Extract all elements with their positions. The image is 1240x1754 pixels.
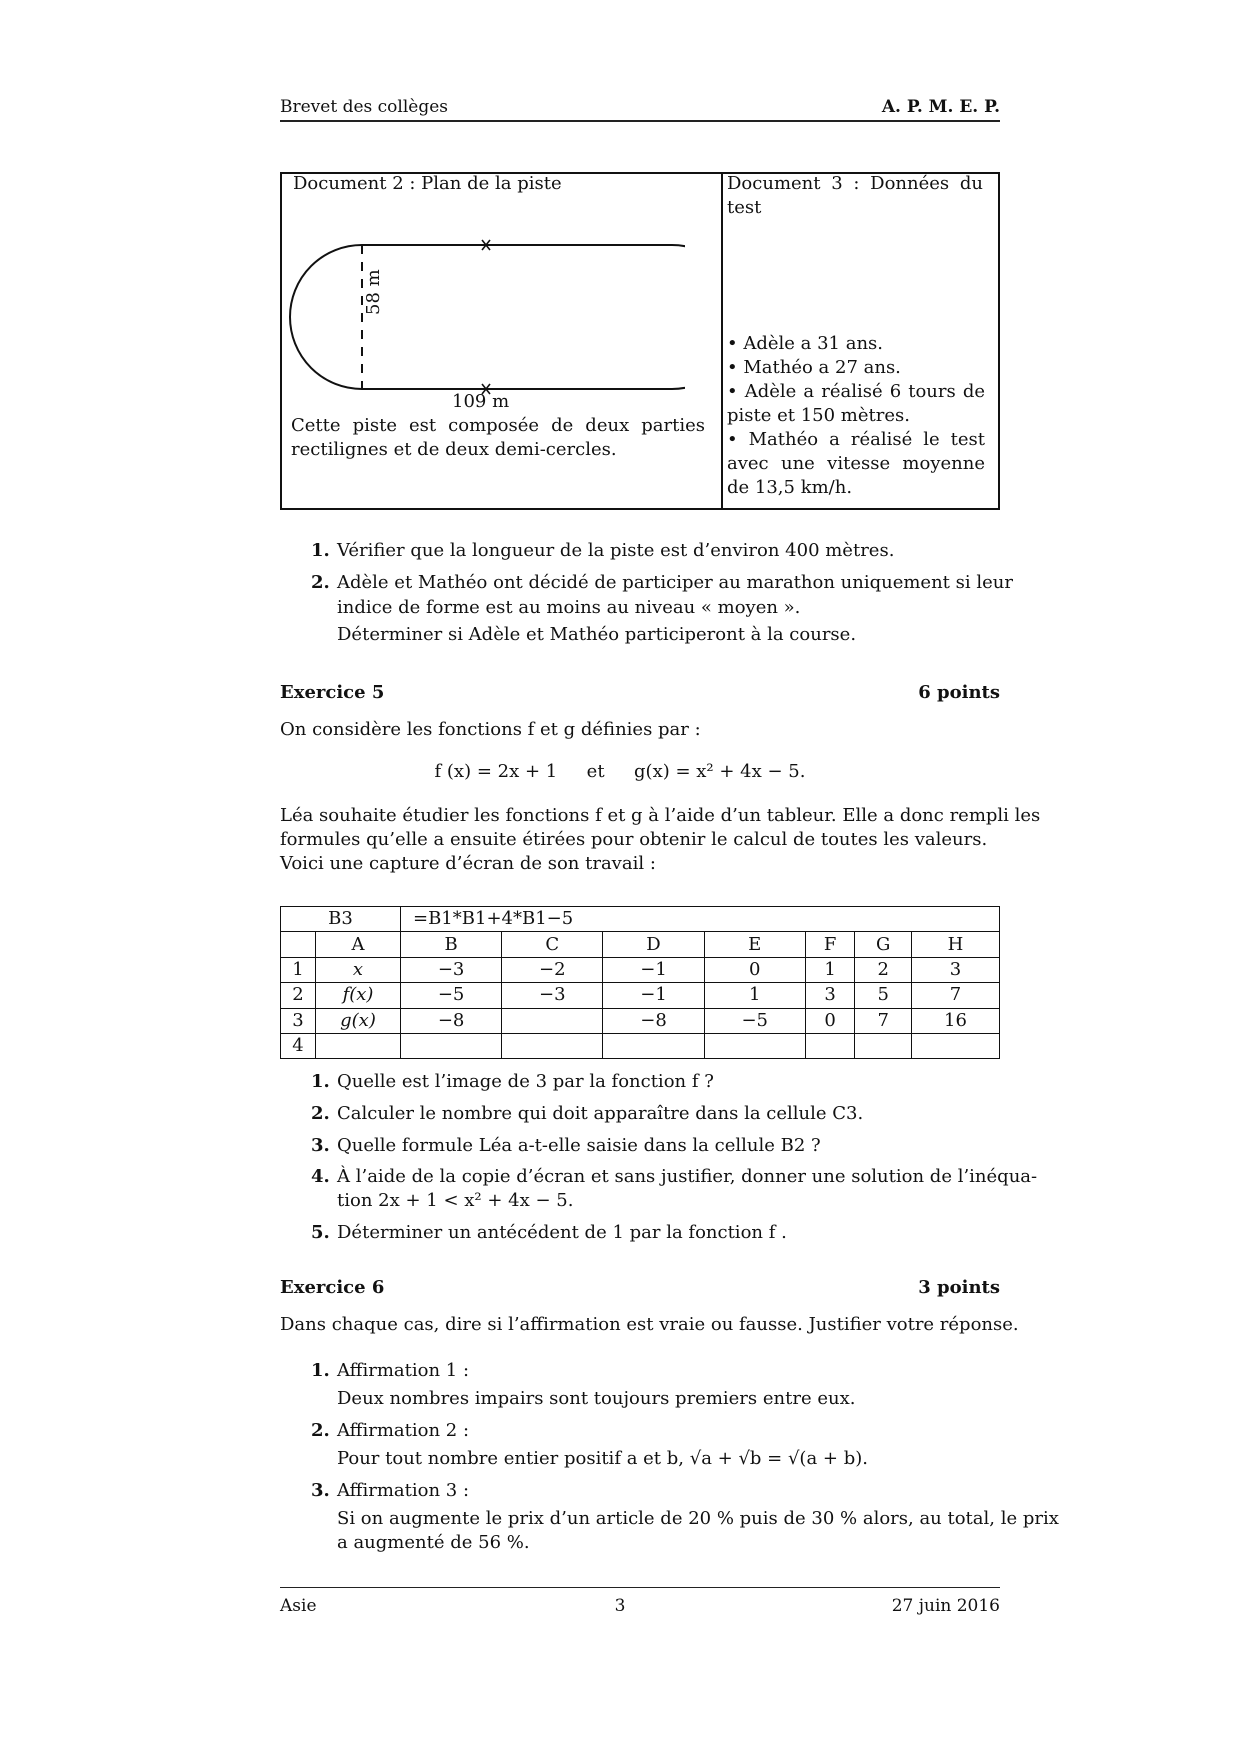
table-cell bbox=[805, 1033, 855, 1058]
question-number: 3. bbox=[311, 1135, 330, 1156]
table-cell: g(x) bbox=[316, 1008, 401, 1033]
table-cell bbox=[502, 1008, 603, 1033]
documents-divider bbox=[721, 172, 723, 510]
exercise5-title: Exercice 5 bbox=[280, 682, 385, 703]
doc2-caption: Cette piste est composée de deux parties rectilignes et de deux demi-cercles. bbox=[291, 415, 705, 460]
column-header: G bbox=[855, 932, 912, 957]
question-text: Adèle et Mathéo ont décidé de participer au marathon uniquement si leur bbox=[337, 572, 1013, 593]
footer-right: 27 juin 2016 bbox=[891, 1596, 1000, 1616]
question-number: 1. bbox=[311, 1071, 330, 1092]
doc3-title: Document 3 : Données du test bbox=[727, 173, 983, 218]
table-cell bbox=[603, 1033, 704, 1058]
column-header: E bbox=[704, 932, 805, 957]
question-number: 5. bbox=[311, 1222, 330, 1243]
track-outline bbox=[290, 245, 685, 389]
exercise5-intro: On considère les fonctions f et g définies par : bbox=[280, 719, 701, 740]
question-number: 2. bbox=[311, 572, 330, 593]
doc3-item-text: Mathéo a 27 ans. bbox=[743, 357, 901, 378]
formula-sep: et bbox=[586, 761, 605, 782]
formula-bar-row bbox=[281, 907, 1000, 932]
question-number: 2. bbox=[311, 1103, 330, 1124]
function-definitions bbox=[0, 760, 1240, 784]
column-header: A bbox=[316, 932, 401, 957]
doc2-title: Document 2 : Plan de la piste bbox=[293, 173, 562, 194]
exercise5-paragraph-line: Voici une capture d’écran de son travail : bbox=[280, 853, 656, 874]
affirmation-text: Deux nombres impairs sont toujours premiers entre eux. bbox=[337, 1388, 856, 1409]
cell-reference: B3 bbox=[281, 907, 401, 932]
column-header: D bbox=[603, 932, 704, 957]
row-header: 3 bbox=[281, 1008, 316, 1033]
doc3-item: • Mathéo a réalisé le test avec une vitesse moyenne de 13,5 km/h. bbox=[727, 429, 985, 498]
question-text: Vérifier que la longueur de la piste est d’environ 400 mètres. bbox=[337, 540, 895, 561]
table-row bbox=[281, 1008, 1000, 1033]
exercise5-paragraph-line: formules qu’elle a ensuite étirées pour obtenir le calcul de toutes les valeurs. bbox=[280, 829, 988, 850]
table-cell: 1 bbox=[704, 983, 805, 1008]
affirmation-label: Affirmation 2 : bbox=[337, 1420, 470, 1441]
exercise6-intro: Dans chaque cas, dire si l’affirmation est vraie ou fausse. Justifier votre réponse. bbox=[280, 1314, 1019, 1335]
spreadsheet bbox=[280, 906, 1000, 1059]
table-cell: −2 bbox=[502, 957, 603, 982]
header-right: A. P. M. E. P. bbox=[881, 97, 1000, 117]
table-cell: f(x) bbox=[316, 983, 401, 1008]
affirmation-text: a augmenté de 56 %. bbox=[337, 1532, 530, 1553]
table-row bbox=[281, 983, 1000, 1008]
header-rule bbox=[280, 120, 1000, 122]
corner-cell bbox=[281, 932, 316, 957]
row-header: 4 bbox=[281, 1033, 316, 1058]
table-cell bbox=[502, 1033, 603, 1058]
table-cell: 2 bbox=[855, 957, 912, 982]
table-cell bbox=[911, 1033, 999, 1058]
table-cell: 0 bbox=[704, 957, 805, 982]
question-text: À l’aide de la copie d’écran et sans justifier, donner une solution de l’inéqua- bbox=[337, 1166, 1038, 1187]
question-text: Calculer le nombre qui doit apparaître dans la cellule C3. bbox=[337, 1103, 864, 1124]
question-text: Déterminer si Adèle et Mathéo participeront à la course. bbox=[337, 624, 857, 645]
column-header-row bbox=[281, 932, 1000, 957]
table-cell: −8 bbox=[603, 1008, 704, 1033]
affirmation-label: Affirmation 3 : bbox=[337, 1480, 470, 1501]
question-text: Déterminer un antécédent de 1 par la fonction f . bbox=[337, 1222, 787, 1243]
affirmation-number: 1. bbox=[311, 1360, 330, 1381]
row-header: 1 bbox=[281, 957, 316, 982]
question-text: tion 2x + 1 < x² + 4x − 5. bbox=[337, 1190, 574, 1211]
table-cell: −8 bbox=[401, 1008, 502, 1033]
length-label: 109 m bbox=[452, 391, 510, 412]
formula-content: =B1*B1+4*B1−5 bbox=[401, 907, 1000, 932]
table-cell: 7 bbox=[911, 983, 999, 1008]
question-number: 1. bbox=[311, 540, 330, 561]
doc3-item-text: Adèle a 31 ans. bbox=[743, 333, 884, 354]
page-number: 3 bbox=[614, 1596, 626, 1616]
exercise5-paragraph-line: Léa souhaite étudier les fonctions f et g à l’aide d’un tableur. Elle a donc rempli les bbox=[280, 805, 1041, 826]
table-cell: 7 bbox=[855, 1008, 912, 1033]
question-text: indice de forme est au moins au niveau « moyen ». bbox=[337, 597, 801, 618]
table-row bbox=[281, 957, 1000, 982]
table-cell: −5 bbox=[704, 1008, 805, 1033]
affirmation-text: Pour tout nombre entier positif a et b, √a + √b = √(a + b). bbox=[337, 1448, 868, 1469]
exercise5-points: 6 points bbox=[918, 682, 1000, 703]
column-header: C bbox=[502, 932, 603, 957]
table-cell: 1 bbox=[805, 957, 855, 982]
footer-left: Asie bbox=[280, 1596, 317, 1616]
table-cell: x bbox=[316, 957, 401, 982]
exercise6-points: 3 points bbox=[918, 1277, 1000, 1298]
table-cell bbox=[704, 1033, 805, 1058]
doc3-item-text: Mathéo a réalisé le test avec une vitesse moyenne de 13,5 km/h. bbox=[727, 429, 985, 498]
table-cell: −3 bbox=[502, 983, 603, 1008]
doc3-item: • Mathéo a 27 ans. bbox=[727, 357, 901, 378]
table-cell: 16 bbox=[911, 1008, 999, 1033]
track-plan-diagram bbox=[285, 235, 685, 410]
table-cell: −5 bbox=[401, 983, 502, 1008]
doc3-item-text: Adèle a réalisé 6 tours de piste et 150 mètres. bbox=[727, 381, 986, 426]
column-header: F bbox=[805, 932, 855, 957]
footer-rule bbox=[280, 1587, 1000, 1588]
affirmation-label: Affirmation 1 : bbox=[337, 1360, 470, 1381]
question-number: 4. bbox=[311, 1166, 330, 1187]
table-cell bbox=[316, 1033, 401, 1058]
height-label: 58 m bbox=[363, 269, 384, 315]
table-cell: 3 bbox=[805, 983, 855, 1008]
table-row bbox=[281, 1033, 1000, 1058]
formula-g: g(x) = x² + 4x − 5. bbox=[634, 761, 806, 782]
header-left: Brevet des collèges bbox=[280, 97, 449, 117]
table-cell: −1 bbox=[603, 983, 704, 1008]
table-cell bbox=[401, 1033, 502, 1058]
question-text: Quelle formule Léa a-t-elle saisie dans la cellule B2 ? bbox=[337, 1135, 821, 1156]
doc3-item: • Adèle a réalisé 6 tours de piste et 150 mètres. bbox=[727, 381, 986, 426]
affirmation-number: 3. bbox=[311, 1480, 330, 1501]
column-header: H bbox=[911, 932, 999, 957]
doc3-item: • Adèle a 31 ans. bbox=[727, 333, 884, 354]
affirmation-text: Si on augmente le prix d’un article de 20 % puis de 30 % alors, au total, le prix bbox=[337, 1508, 1059, 1529]
table-cell bbox=[855, 1033, 912, 1058]
affirmation-number: 2. bbox=[311, 1420, 330, 1441]
table-cell: −3 bbox=[401, 957, 502, 982]
table-cell: −1 bbox=[603, 957, 704, 982]
table-cell: 0 bbox=[805, 1008, 855, 1033]
row-header: 2 bbox=[281, 983, 316, 1008]
question-text: Quelle est l’image de 3 par la fonction f ? bbox=[337, 1071, 714, 1092]
table-cell: 5 bbox=[855, 983, 912, 1008]
exercise6-title: Exercice 6 bbox=[280, 1277, 385, 1298]
formula-f: f (x) = 2x + 1 bbox=[434, 761, 558, 782]
table-cell: 3 bbox=[911, 957, 999, 982]
doc3-items bbox=[727, 332, 985, 500]
column-header: B bbox=[401, 932, 502, 957]
